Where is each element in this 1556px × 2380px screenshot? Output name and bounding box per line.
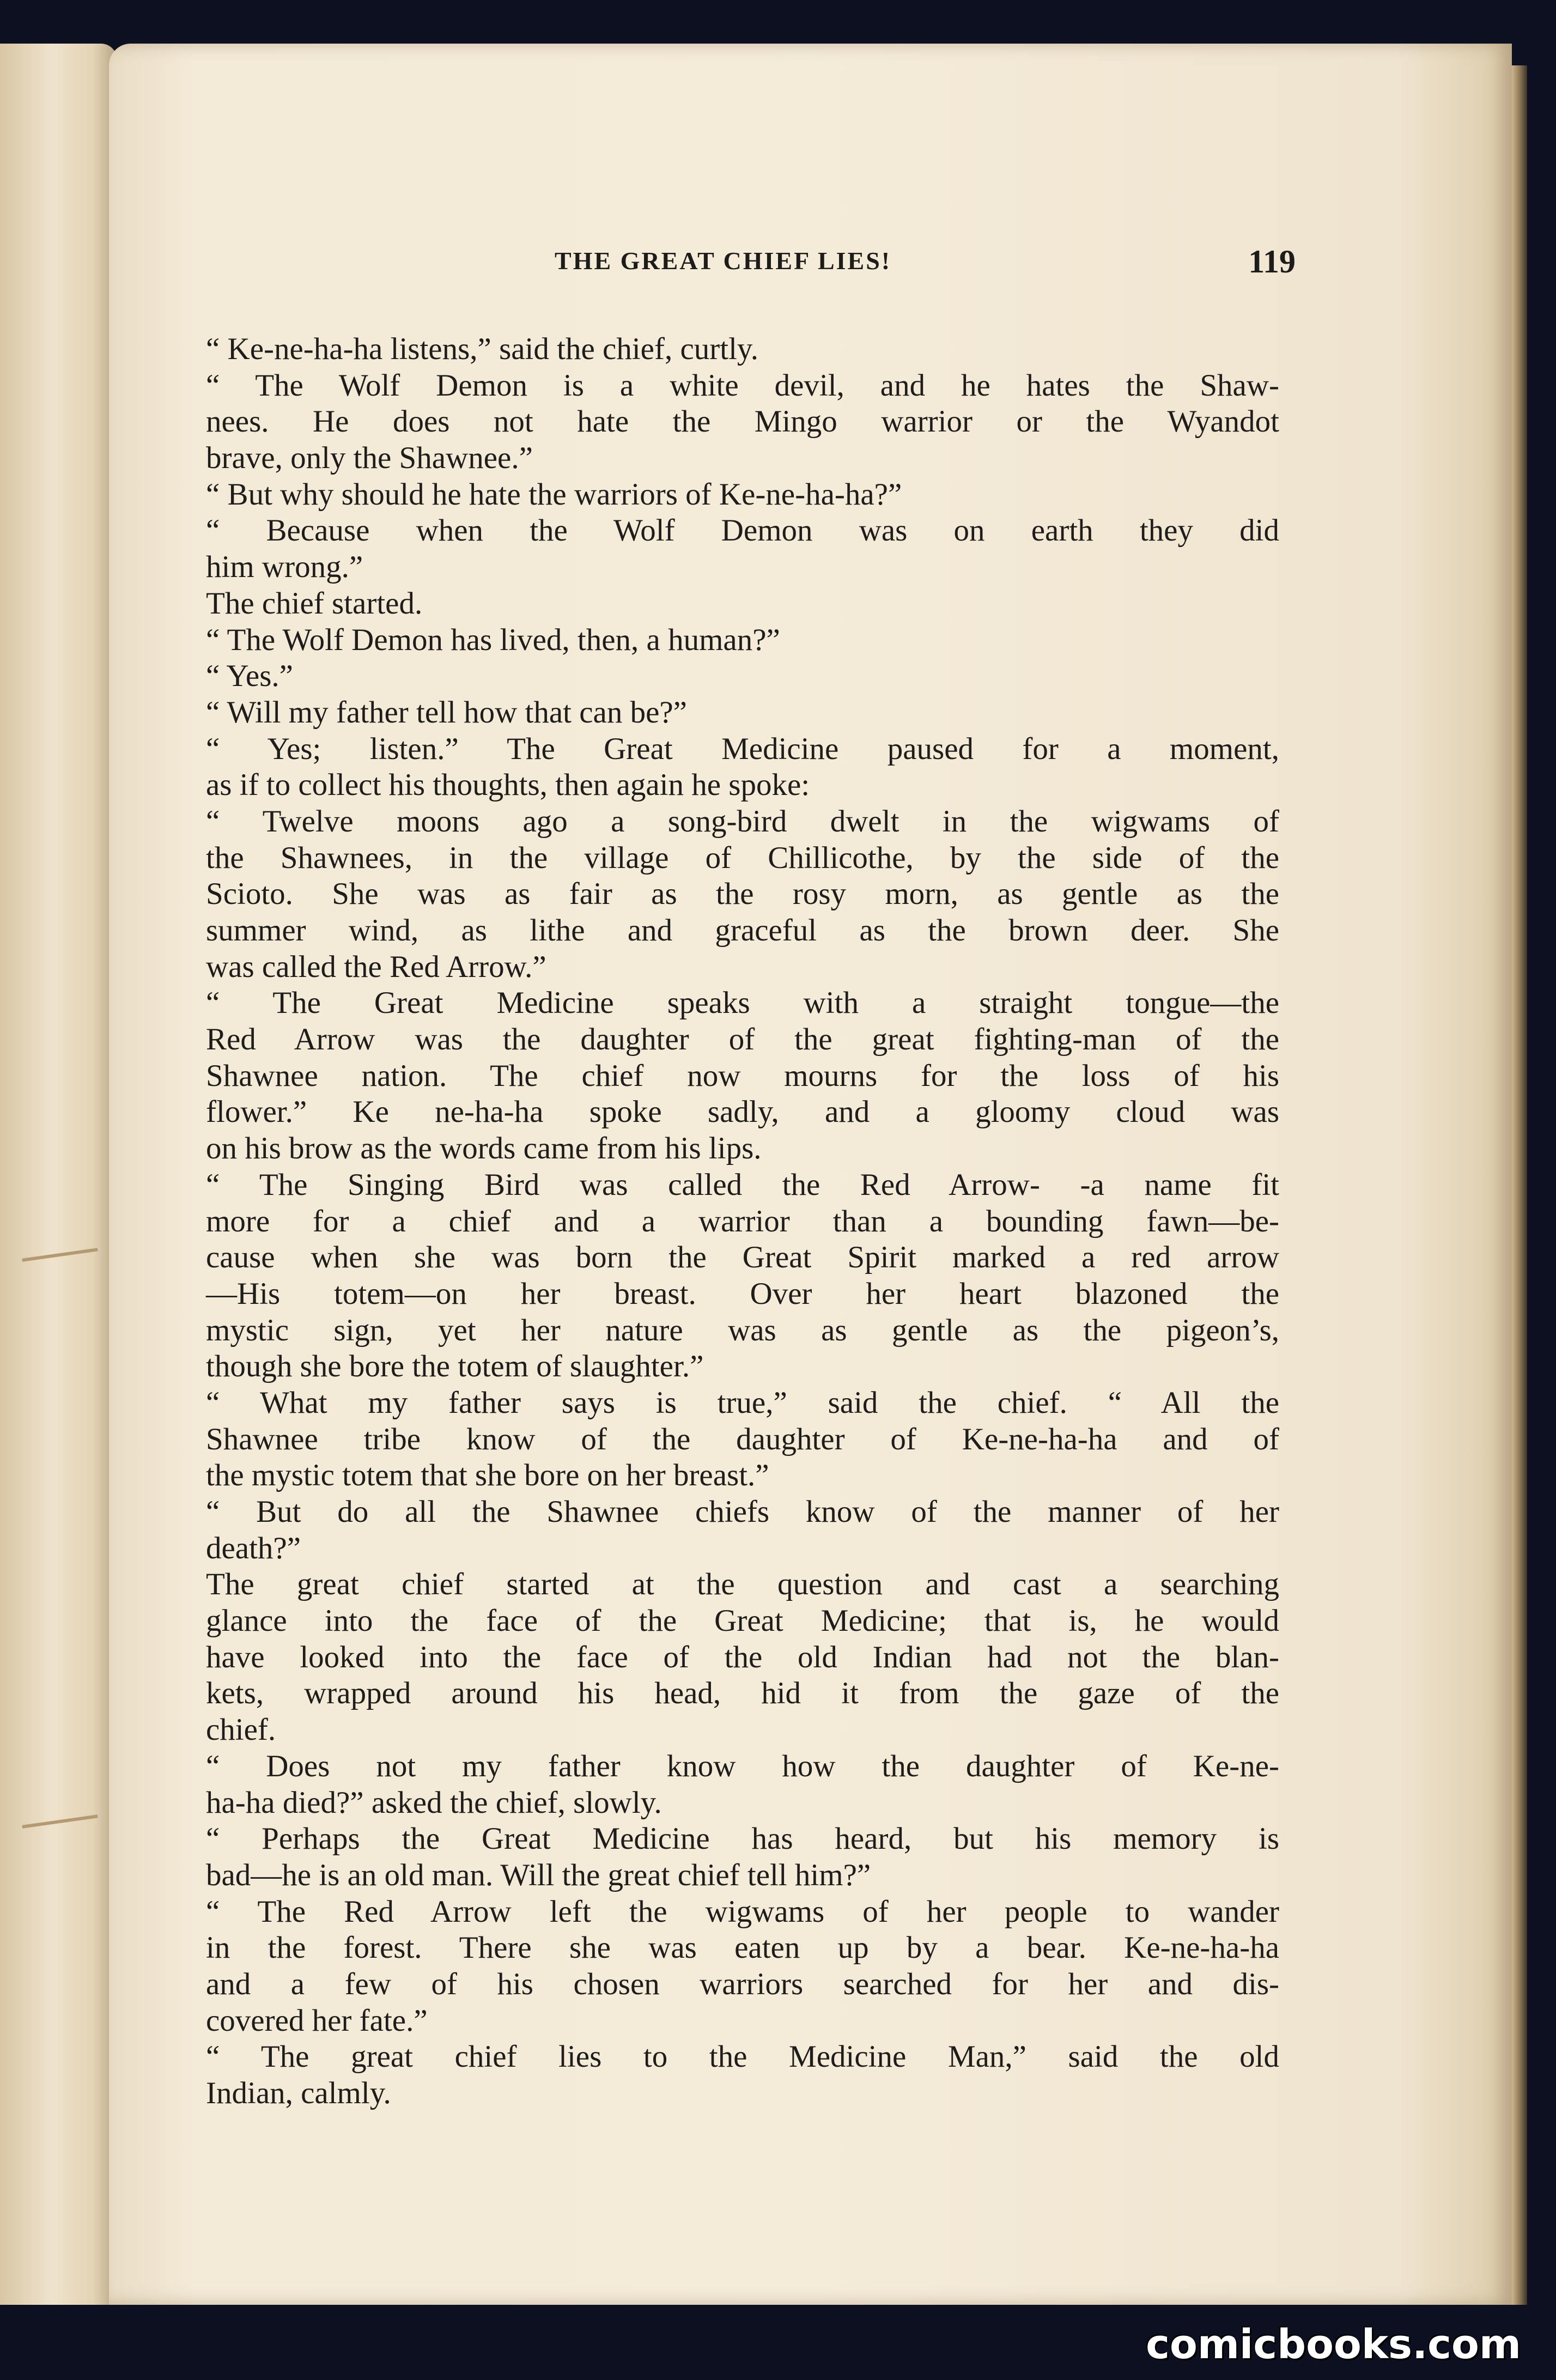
text-line: on his brow as the words came from his lips. (206, 1131, 762, 1166)
text-line: death?” (206, 1531, 301, 1565)
running-head: THE GREAT CHIEF LIES! (555, 247, 892, 275)
text-line: “ Will my father tell how that can be?” (206, 695, 687, 730)
text-line: “ Perhaps the Great Medicine has heard, but his memory is (206, 1822, 1279, 1856)
text-line: the mystic totem that she bore on her breast.” (206, 1458, 769, 1493)
watermark: comicbooks.com (1146, 2321, 1521, 2368)
text-line: “ The great chief lies to the Medicine Man,” said the old (206, 2039, 1279, 2074)
text-line: ha-ha died?” asked the chief, slowly. (206, 1785, 662, 1820)
text-line: “ Yes; listen.” The Great Medicine paused for a moment, (206, 731, 1279, 766)
text-line: “ The Singing Bird was called the Red Arrow- -a name fit (206, 1167, 1279, 1202)
text-line: more for a chief and a warrior than a bounding fawn—be- (206, 1204, 1279, 1238)
text-line: “ But do all the Shawnee chiefs know of the manner of her (206, 1495, 1279, 1529)
text-line: the Shawnees, in the village of Chillicothe, by the side of the (206, 840, 1279, 875)
text-line: covered her fate.” (206, 2003, 428, 2038)
text-line: have looked into the face of the old Indian had not the blan- (206, 1640, 1279, 1674)
text-line: in the forest. There she was eaten up by a bear. Ke-ne-ha-ha (206, 1930, 1279, 1965)
text-line: “ Ke-ne-ha-ha listens,” said the chief, curtly. (206, 332, 758, 366)
page-header (555, 246, 1296, 284)
text-line: bad—he is an old man. Will the great chief tell him?” (206, 1857, 871, 1892)
text-line: Shawnee tribe know of the daughter of Ke-ne-ha-ha and of (206, 1422, 1279, 1456)
text-line: glance into the face of the Great Medicine; that is, he would (206, 1604, 1279, 1638)
left-page-edge (0, 44, 117, 2305)
binding-thread (22, 1814, 98, 1828)
text-line: The great chief started at the question and cast a searching (206, 1567, 1279, 1602)
page-edge-shadow (1512, 65, 1527, 2305)
text-line: mystic sign, yet her nature was as gentle as the pigeon’s, (206, 1313, 1279, 1347)
text-line: flower.” Ke ne-ha-ha spoke sadly, and a gloomy cloud was (206, 1095, 1279, 1130)
text-line: —His totem—on her breast. Over her heart blazoned the (206, 1276, 1279, 1311)
text-line: “ But why should he hate the warriors of Ke-ne-ha-ha?” (206, 477, 902, 512)
text-line: summer wind, as lithe and graceful as the brown deer. She (206, 913, 1279, 948)
text-line: “ Because when the Wolf Demon was on earth they did (206, 513, 1279, 548)
text-line: “ Yes.” (206, 659, 293, 694)
text-line: “ The Great Medicine speaks with a straight tongue—the (206, 986, 1279, 1021)
text-line: nees. He does not hate the Mingo warrior or the Wyandot (206, 404, 1279, 439)
text-line: was called the Red Arrow.” (206, 949, 546, 984)
text-line: “ The Wolf Demon is a white devil, and he hates the Shaw- (206, 368, 1279, 403)
text-line: Shawnee nation. The chief now mourns for the loss of his (206, 1058, 1279, 1093)
text-line: The chief started. (206, 586, 423, 621)
text-line: Indian, calmly. (206, 2076, 391, 2110)
text-line: kets, wrapped around his head, hid it from the gaze of the (206, 1676, 1279, 1711)
text-line: Scioto. She was as fair as the rosy morn, as gentle as the (206, 877, 1279, 912)
text-line: chief. (206, 1713, 276, 1747)
text-line: “ Does not my father know how the daughter of Ke-ne- (206, 1748, 1279, 1783)
text-line: brave, only the Shawnee.” (206, 441, 533, 476)
text-line: “ What my father says is true,” said the chief. “ All the (206, 1385, 1279, 1420)
text-line: “ The Red Arrow left the wigwams of her people to wander (206, 1894, 1279, 1929)
text-line: cause when she was born the Great Spirit marked a red arrow (206, 1240, 1279, 1275)
page-number: 119 (1248, 244, 1296, 280)
text-line: “ Twelve moons ago a song-bird dwelt in the wigwams of (206, 804, 1279, 839)
binding-thread (22, 1248, 98, 1261)
text-line: though she bore the totem of slaughter.” (206, 1349, 704, 1384)
text-line: him wrong.” (206, 550, 363, 585)
text-line: “ The Wolf Demon has lived, then, a human?” (206, 622, 780, 657)
body-text (206, 331, 1279, 2112)
text-line: and a few of his chosen warriors searched for her and dis- (206, 1966, 1279, 2001)
text-line: Red Arrow was the daughter of the great fighting-man of the (206, 1022, 1279, 1057)
text-line: as if to collect his thoughts, then again he spoke: (206, 768, 810, 803)
